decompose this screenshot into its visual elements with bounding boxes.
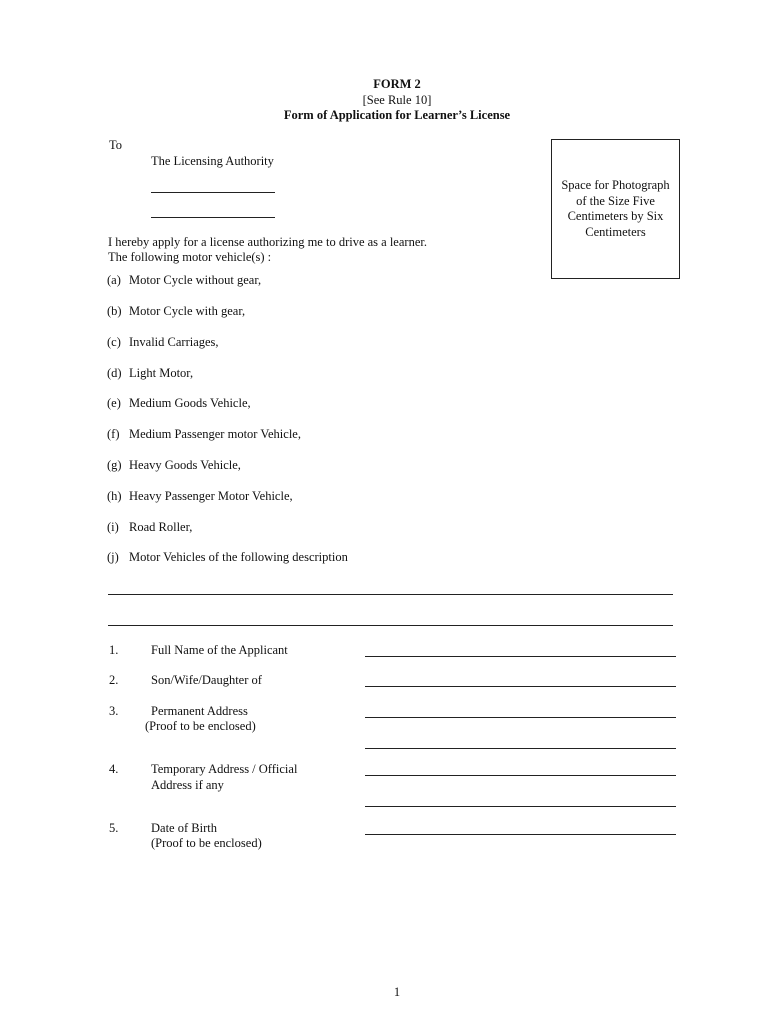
vehicle-option-text: Medium Goods Vehicle,: [129, 396, 251, 410]
vehicle-option-text: Motor Vehicles of the following description: [129, 550, 348, 564]
date-of-birth-field[interactable]: [365, 834, 676, 835]
vehicle-option-text: Light Motor,: [129, 366, 194, 380]
vehicle-option-g: [107, 458, 241, 473]
field-number: 4.: [109, 762, 119, 776]
to-label: To: [109, 138, 123, 152]
temporary-address-field-line-2[interactable]: [365, 806, 676, 807]
vehicle-option-label: (f): [107, 427, 120, 441]
page-number: 1: [393, 985, 401, 999]
rule-reference: [See Rule 10]: [362, 93, 432, 107]
field-number: 1.: [109, 643, 119, 657]
vehicle-option-text: Invalid Carriages,: [129, 335, 219, 349]
vehicle-option-label: (b): [107, 304, 122, 318]
date-of-birth-proof-note: (Proof to be enclosed): [151, 836, 262, 850]
photograph-box: [551, 139, 680, 279]
vehicle-option-text: Medium Passenger motor Vehicle,: [129, 427, 301, 441]
vehicle-option-j: [107, 550, 348, 565]
form-number: FORM 2: [373, 77, 421, 91]
vehicle-option-label: (e): [107, 396, 121, 410]
vehicle-description-line-1[interactable]: [108, 594, 673, 595]
vehicle-option-label: (j): [107, 550, 119, 564]
vehicle-option-label: (a): [107, 273, 121, 287]
permanent-address-label: Permanent Address: [151, 704, 248, 718]
permanent-address-field-line-1[interactable]: [365, 717, 676, 718]
authority-blank-line-1[interactable]: [151, 192, 275, 193]
vehicle-option-label: (i): [107, 520, 119, 534]
vehicle-option-f: [107, 427, 301, 442]
licensing-authority: The Licensing Authority: [151, 154, 274, 168]
full-name-label: Full Name of the Applicant: [151, 643, 288, 657]
full-name-field[interactable]: [365, 656, 676, 657]
field-number: 3.: [109, 704, 119, 718]
vehicle-option-label: (g): [107, 458, 122, 472]
vehicle-option-label: (h): [107, 489, 122, 503]
vehicle-option-text: Motor Cycle with gear,: [129, 304, 246, 318]
declaration-line-2: The following motor vehicle(s) :: [108, 250, 272, 264]
permanent-address-proof-note: (Proof to be enclosed): [145, 719, 256, 733]
relation-field[interactable]: [365, 686, 676, 687]
vehicle-option-c: [107, 335, 219, 350]
field-number: 5.: [109, 821, 119, 835]
vehicle-option-text: Heavy Passenger Motor Vehicle,: [129, 489, 293, 503]
declaration-line-1: I hereby apply for a license authorizing me to drive as a learner.: [108, 235, 427, 249]
vehicle-option-text: Heavy Goods Vehicle,: [129, 458, 241, 472]
relation-label: Son/Wife/Daughter of: [151, 673, 262, 687]
vehicle-option-e: [107, 396, 251, 411]
date-of-birth-label: Date of Birth: [151, 821, 217, 835]
vehicle-option-i: [107, 520, 192, 535]
vehicle-option-text: Road Roller,: [129, 520, 193, 534]
vehicle-option-b: [107, 304, 245, 319]
temporary-address-field-line-1[interactable]: [365, 775, 676, 776]
temporary-address-sub-label: Address if any: [151, 778, 224, 792]
vehicle-option-label: (d): [107, 366, 122, 380]
vehicle-option-a: [107, 273, 261, 288]
field-number: 2.: [109, 673, 119, 687]
vehicle-option-h: [107, 489, 293, 504]
temporary-address-label: Temporary Address / Official: [151, 762, 298, 776]
vehicle-option-text: Motor Cycle without gear,: [129, 273, 262, 287]
authority-blank-line-2[interactable]: [151, 217, 275, 218]
vehicle-option-d: [107, 366, 193, 381]
vehicle-option-label: (c): [107, 335, 121, 349]
photograph-instructions: Space for Photograph of the Size Five Centimeters by Six Centimeters: [561, 178, 670, 239]
permanent-address-field-line-2[interactable]: [365, 748, 676, 749]
form-title: Form of Application for Learner’s License: [283, 108, 511, 122]
vehicle-description-line-2[interactable]: [108, 625, 673, 626]
